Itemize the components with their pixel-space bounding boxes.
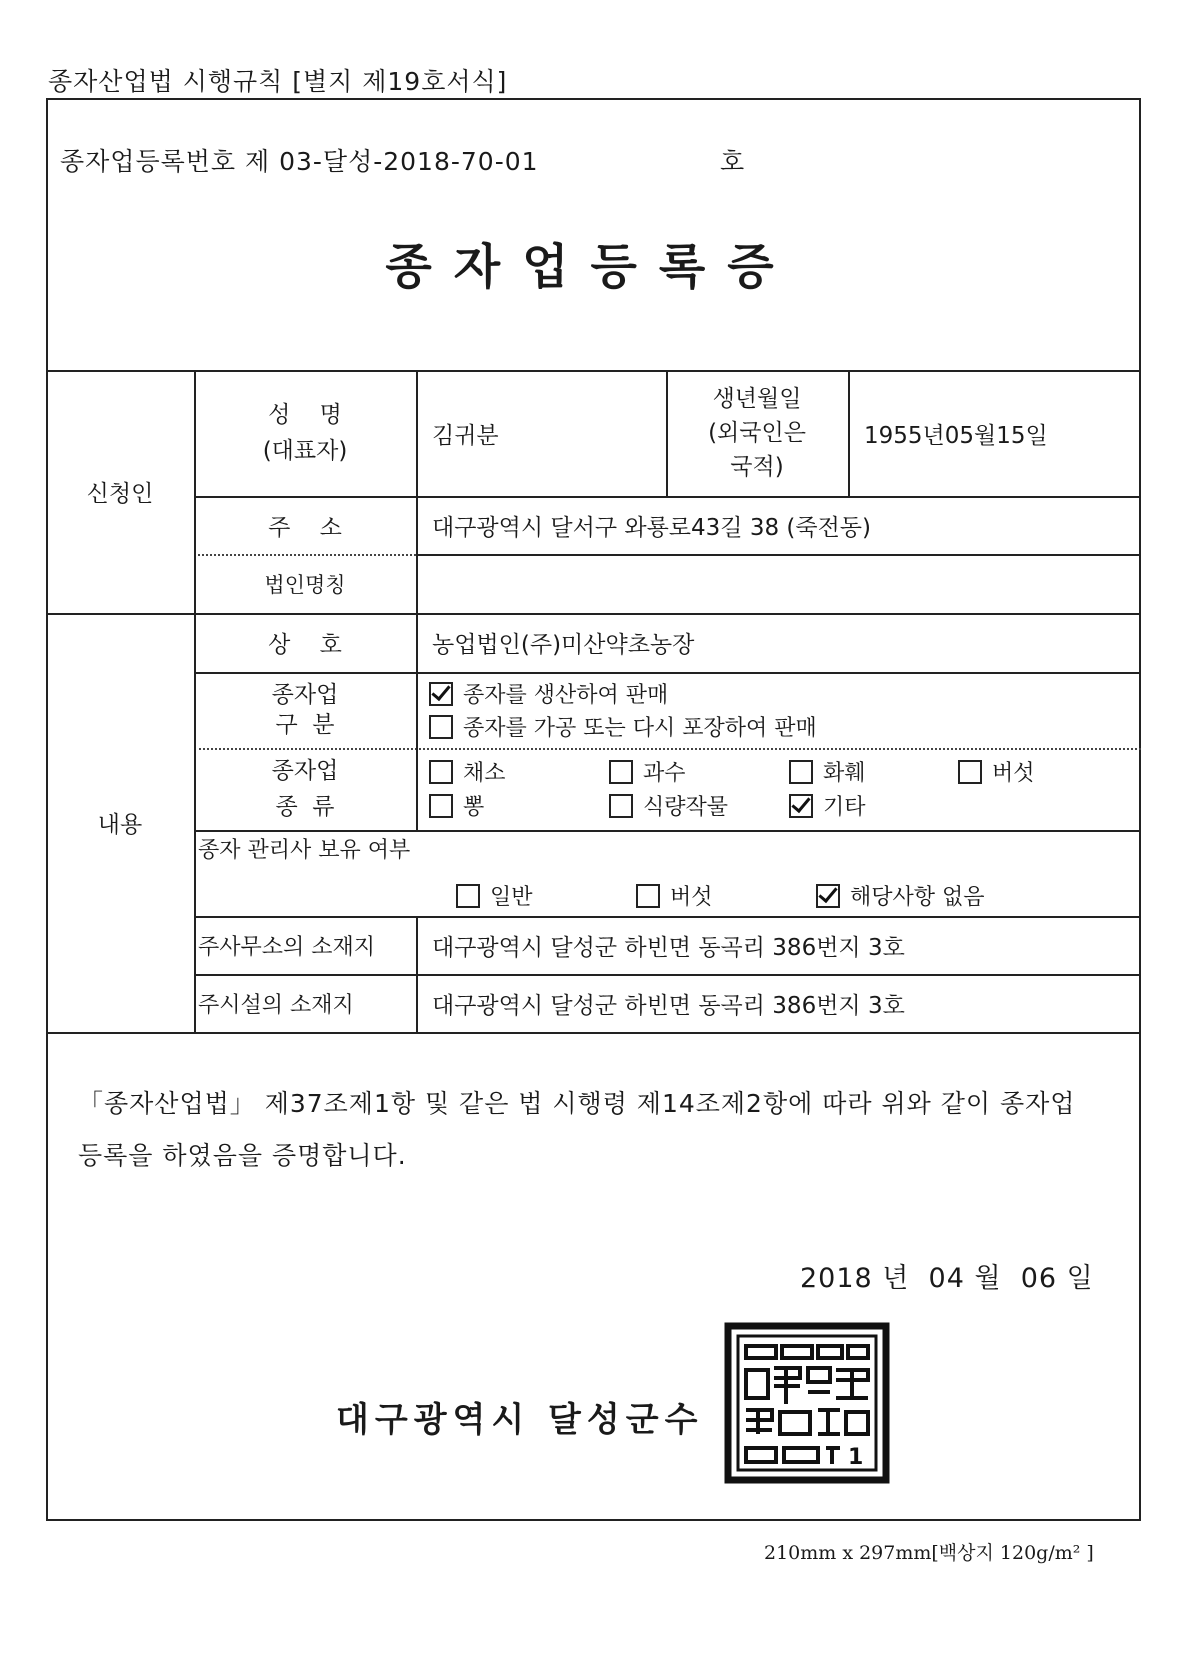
office-location-value: 대구광역시 달성군 하빈면 동곡리 386번지 3호	[432, 934, 905, 961]
applicant-name: 김귀분	[432, 422, 499, 449]
content-section-label: 내용	[97, 812, 143, 838]
business-type-option-label: 채소	[463, 761, 506, 786]
business-type-option-flowers[interactable]	[789, 756, 866, 787]
business-type-option-fruit[interactable]	[609, 756, 686, 787]
official-seal-icon	[724, 1322, 890, 1484]
business-type-option-other[interactable]	[789, 790, 866, 821]
manager-option-not-applicable[interactable]	[816, 880, 985, 911]
checkbox-icon[interactable]	[609, 760, 633, 784]
checkbox-icon[interactable]	[429, 760, 453, 784]
name-label-line1: 성 명	[268, 402, 342, 428]
trade-name-label: 상 호	[268, 632, 342, 658]
business-type-option-label: 과수	[643, 761, 686, 786]
address-label: 주 소	[268, 514, 342, 541]
facility-location-label: 주시설의 소재지	[198, 992, 354, 1018]
checkbox-icon[interactable]	[789, 760, 813, 784]
birth-date: 1955년05월15일	[864, 422, 1048, 449]
business-type-option-label: 버섯	[992, 761, 1035, 786]
business-type-label	[194, 748, 416, 830]
checkbox-icon[interactable]	[429, 715, 453, 739]
document-title: 종자업등록증	[385, 239, 796, 295]
registration-number-suffix: 호	[720, 147, 746, 176]
manager-option-label: 해당사항 없음	[850, 885, 985, 910]
checkbox-checked-icon[interactable]	[816, 884, 840, 908]
business-class-label-line1: 종자업	[271, 682, 339, 708]
birth-label	[666, 370, 848, 496]
business-type-option-mulberry[interactable]	[429, 790, 484, 821]
business-type-option-label: 화훼	[823, 761, 866, 786]
checkbox-icon[interactable]	[636, 884, 660, 908]
business-class-option-label: 종자를 가공 또는 다시 포장하여 판매	[463, 716, 817, 741]
name-label-line2: (대표자)	[262, 438, 348, 464]
business-type-option-vegetables[interactable]	[429, 756, 506, 787]
facility-location-value: 대구광역시 달성군 하빈면 동곡리 386번지 3호	[432, 992, 905, 1019]
registration-number-text: 종자업등록번호 제 03-달성-2018-70-01	[60, 147, 539, 176]
manager-option-mushroom[interactable]	[636, 880, 713, 911]
business-type-option-mushroom[interactable]	[958, 756, 1035, 787]
birth-label-line2: (외국인은	[708, 420, 806, 446]
business-type-label-line1: 종자업	[271, 758, 339, 784]
business-class-label	[194, 672, 416, 748]
issuer-name: 대구광역시 달성군수	[336, 1400, 704, 1440]
paper-spec: 210mm x 297mm[백상지 120g/m² ]	[764, 1542, 1094, 1564]
business-type-option-food-crops[interactable]	[609, 790, 728, 821]
svg-text:1: 1	[848, 1445, 864, 1470]
business-type-option-label: 뽕	[463, 795, 485, 820]
corp-name-value	[432, 554, 1132, 613]
checkbox-checked-icon[interactable]	[429, 682, 453, 706]
business-class-option-repack[interactable]	[429, 711, 817, 742]
business-class-option-produce[interactable]	[429, 678, 668, 709]
business-class-option-label: 종자를 생산하여 판매	[463, 683, 669, 708]
business-class-label-line2: 구 분	[275, 712, 335, 738]
address-value: 대구광역시 달서구 와룡로43길 38 (죽전동)	[432, 514, 871, 541]
checkbox-icon[interactable]	[429, 794, 453, 818]
trade-name-value: 농업법인(주)미산약초농장	[432, 632, 695, 658]
checkbox-icon[interactable]	[609, 794, 633, 818]
name-label	[194, 370, 416, 496]
birth-label-line3: 국적)	[730, 454, 784, 480]
applicant-section-label: 신청인	[86, 481, 154, 507]
corp-name-label: 법인명칭	[264, 572, 346, 597]
registration-number	[60, 142, 746, 178]
checkbox-icon[interactable]	[456, 884, 480, 908]
business-type-option-label: 식량작물	[643, 795, 729, 820]
business-type-label-line2: 종 류	[275, 794, 335, 820]
issue-date: 2018 년 04 월 06 일	[800, 1263, 1094, 1294]
manager-option-general[interactable]	[456, 880, 533, 911]
manager-option-label: 버섯	[670, 885, 713, 910]
birth-label-line1: 생년월일	[712, 386, 802, 412]
manager-label: 종자 관리사 보유 여부	[198, 837, 411, 863]
checkbox-icon[interactable]	[958, 760, 982, 784]
form-reference: 종자산업법 시행규칙 [별지 제19호서식]	[48, 67, 508, 96]
registration-table	[46, 370, 1141, 1032]
office-location-label: 주사무소의 소재지	[198, 934, 376, 960]
manager-option-label: 일반	[490, 885, 533, 910]
checkbox-checked-icon[interactable]	[789, 794, 813, 818]
business-type-option-label: 기타	[823, 795, 866, 820]
certification-statement: 「종자산업법」 제37조제1항 및 같은 법 시행령 제14조제2항에 따라 위와 같이 종자업 등록을 하였음을 증명합니다.	[78, 1089, 1076, 1170]
